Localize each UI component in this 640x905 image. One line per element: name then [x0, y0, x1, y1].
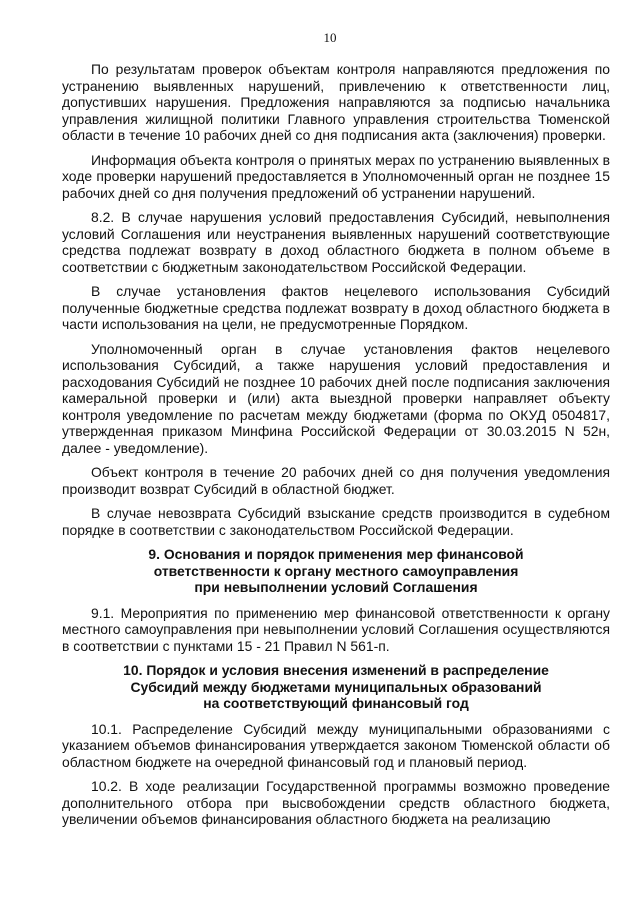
heading-line: 9. Основания и порядок применения мер финансовой	[148, 546, 524, 562]
paragraph-10-2: 10.2. В ходе реализации Государственной программы возможно проведение дополнительного отбора при высвобождении средств областного бюджета, увеличении объемов финансирования областного бюджета на реализацию	[62, 778, 610, 827]
paragraph-refund: Объект контроля в течение 20 рабочих дней со дня получения уведомления производит возврат Субсидий в областной бюджет.	[62, 464, 610, 497]
paragraph-control-info: Информация объекта контроля о принятых мерах по устранению выявленных в ходе проверки нарушений предоставляется в Уполномоченный орган не позднее 15 рабочих дней со дня получения предложений об устранении нарушений.	[62, 151, 610, 201]
heading-line: ответственности к органу местного самоуправления	[153, 562, 519, 579]
paragraph-court: В случае невозврата Субсидий взыскание средств производится в судебном порядке в соответствии с законодательством Российской Федерации.	[62, 505, 610, 538]
paragraph-8-2: 8.2. В случае нарушения условий предоставления Субсидий, невыполнения условий Соглашения или неустранения выявленных нарушений соответствующие средства подлежат возврату в доход областного бюджета в полном объеме в соответствии с бюджетным законодательством Российской Федерации.	[62, 209, 610, 275]
paragraph-misuse: В случае установления фактов нецелевого использования Субсидий полученные бюджетные средства подлежат возврату в доход областного бюджета в части использования на цели, не предусмотренные Порядком.	[62, 283, 610, 332]
paragraph-notification: Уполномоченный орган в случае установления фактов нецелевого использования Субсидий, а также нарушения условий предоставления и расходования Субсидий не позднее 10 рабочих дней после подписания заключения камеральной проверки и (или) акта выездной проверки направляет объекту контроля уведомление по расчетам между бюджетами (форма по ОКУД 0504817, утвержденная приказом Минфина Российской Федерации от 30.03.2015 N 52н, далее - уведомление).	[62, 340, 610, 456]
heading-line: при невыполнении условий Соглашения	[194, 579, 478, 595]
paragraph-10-1: 10.1. Распределение Субсидий между муниципальными образованиями с указанием объемов финансирования утверждается законом Тюменской области об областном бюджете на очередной финансовый год и плановый период.	[62, 720, 610, 770]
paragraph-proposals: По результатам проверок объектам контроля направляются предложения по устранению выявленных нарушений, привлечению к ответственности лиц, допустивших нарушения. Предложения направляются за подписью начальника управления жилищной политики Главного управления строительства Тюменской области в течение 10 рабочих дней со дня подписания акта (заключения) проверки.	[62, 61, 610, 143]
section-heading-10	[62, 662, 610, 712]
paragraph-9-1: 9.1. Мероприятия по применению мер финансовой ответственности к органу местного самоуправления при невыполнении условий Соглашения осуществляются в соответствии с пунктами 15 - 21 Правил N 561-п.	[62, 604, 610, 654]
page-number: 10	[323, 30, 337, 45]
heading-line: на соответствующий финансовый год	[203, 695, 469, 711]
heading-line: 10. Порядок и условия внесения изменений в распределение	[123, 662, 549, 678]
heading-line: Субсидий между бюджетами муниципальных образований	[130, 678, 542, 695]
section-heading-9	[62, 546, 610, 596]
